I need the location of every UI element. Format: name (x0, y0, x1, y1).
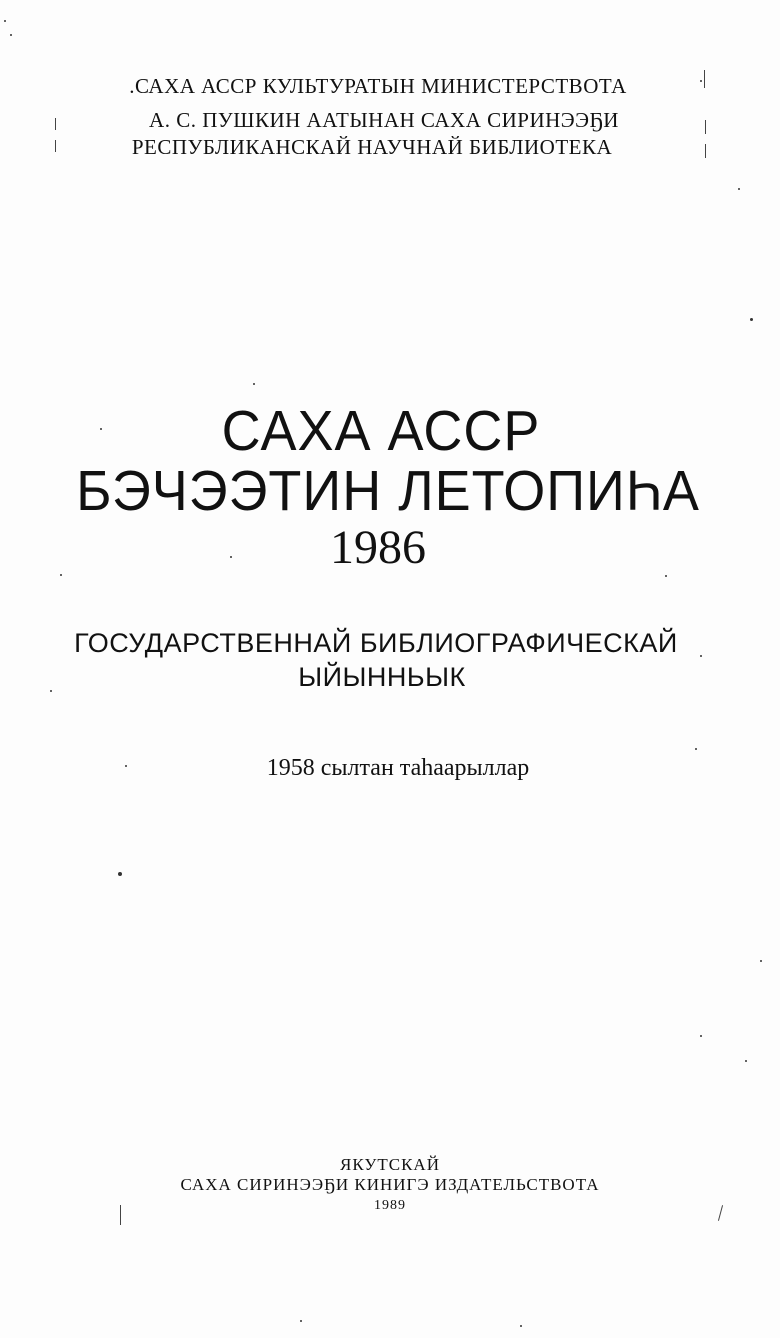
library-heading-line1: А. С. ПУШКИН ААТЫНАН САХА СИРИНЭЭҔИ (149, 108, 619, 132)
imprint-city: ЯКУТСКАЙ (340, 1155, 440, 1174)
book-title-year: 1986 (330, 521, 426, 574)
subtitle-line2: ЫЙЫННЬЫК (298, 662, 466, 692)
library-heading-line2: РЕСПУБЛИКАНСКАЙ НАУЧНАЙ БИБЛИОТЕКА (131, 135, 613, 159)
imprint-year: 1989 (374, 1198, 406, 1213)
imprint-publisher: САХА СИРИНЭЭҔИ КИНИГЭ ИЗДАТЕЛЬСТВОТА (180, 1175, 600, 1194)
subtitle-line1: ГОСУДАРСТВЕННАЙ БИБЛИОГРАФИЧЕСКАЙ (74, 628, 678, 658)
publication-since: 1958 сылтан таһаарыллар (266, 755, 530, 781)
ministry-heading: .САХА АССР КУЛЬТУРАТЫН МИНИСТЕРСТВОТА (129, 74, 627, 98)
book-title-line2: БЭЧЭЭТИН ЛЕТОПИҺА (76, 459, 700, 523)
book-title-line1: САХА АССР (221, 399, 541, 463)
